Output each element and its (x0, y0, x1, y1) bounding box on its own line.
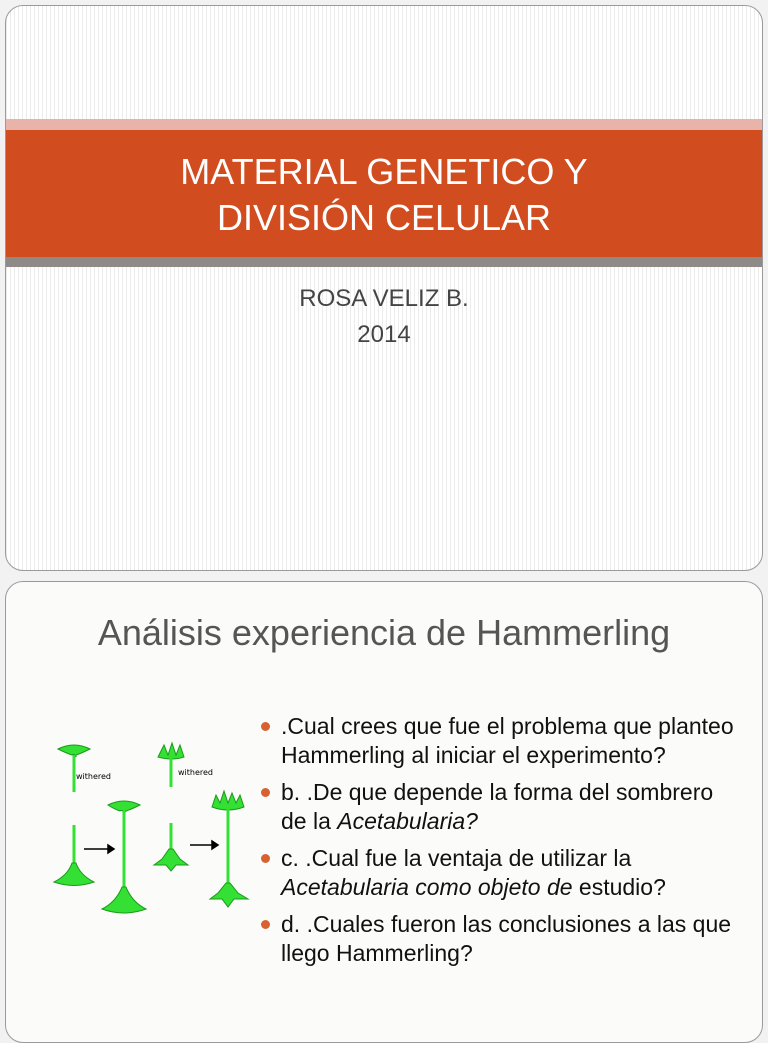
plant-4 (210, 791, 248, 907)
list-item: .Cual crees que fue el problema que planteo Hammerling al iniciar el experimento? (261, 712, 741, 770)
band-bottom-stripe (6, 257, 762, 267)
author-name: ROSA VELIZ B. (299, 285, 469, 312)
bullet-icon (261, 722, 270, 731)
title-slide (5, 5, 763, 571)
list-item: b. .De que depende la forma del sombrero de la Acetabularia? (261, 778, 741, 836)
arrow-icon-2 (190, 841, 218, 849)
year: 2014 (357, 321, 411, 348)
plant-2 (102, 801, 146, 913)
withered-label-left: withered (76, 772, 112, 781)
bullet-icon (261, 920, 270, 929)
slide-title (6, 149, 762, 241)
list-item: d. .Cuales fueron las conclusiones a las que llego Hammerling? (261, 910, 741, 968)
withered-label-right: withered (178, 768, 214, 777)
content-slide (5, 581, 763, 1043)
arrow-icon-1 (84, 845, 114, 853)
slide-title: Análisis experiencia de Hammerling (97, 612, 671, 653)
title-line-1: MATERIAL GENETICO Y (180, 151, 588, 192)
bullet-icon (261, 788, 270, 797)
hammerling-experiment-figure (44, 737, 254, 927)
slide-subtitle (6, 281, 762, 353)
question-list (261, 712, 741, 976)
title-line-2: DIVISIÓN CELULAR (216, 197, 552, 238)
list-item: c. .Cual fue la ventaja de utilizar la Acetabularia como objeto de estudio? (261, 844, 741, 902)
plant-3 (154, 743, 188, 871)
band-top-stripe (6, 119, 762, 130)
title-band (6, 119, 762, 267)
acetabularia-diagram (44, 737, 254, 927)
bullet-icon (261, 854, 270, 863)
plant-1 (54, 745, 94, 886)
